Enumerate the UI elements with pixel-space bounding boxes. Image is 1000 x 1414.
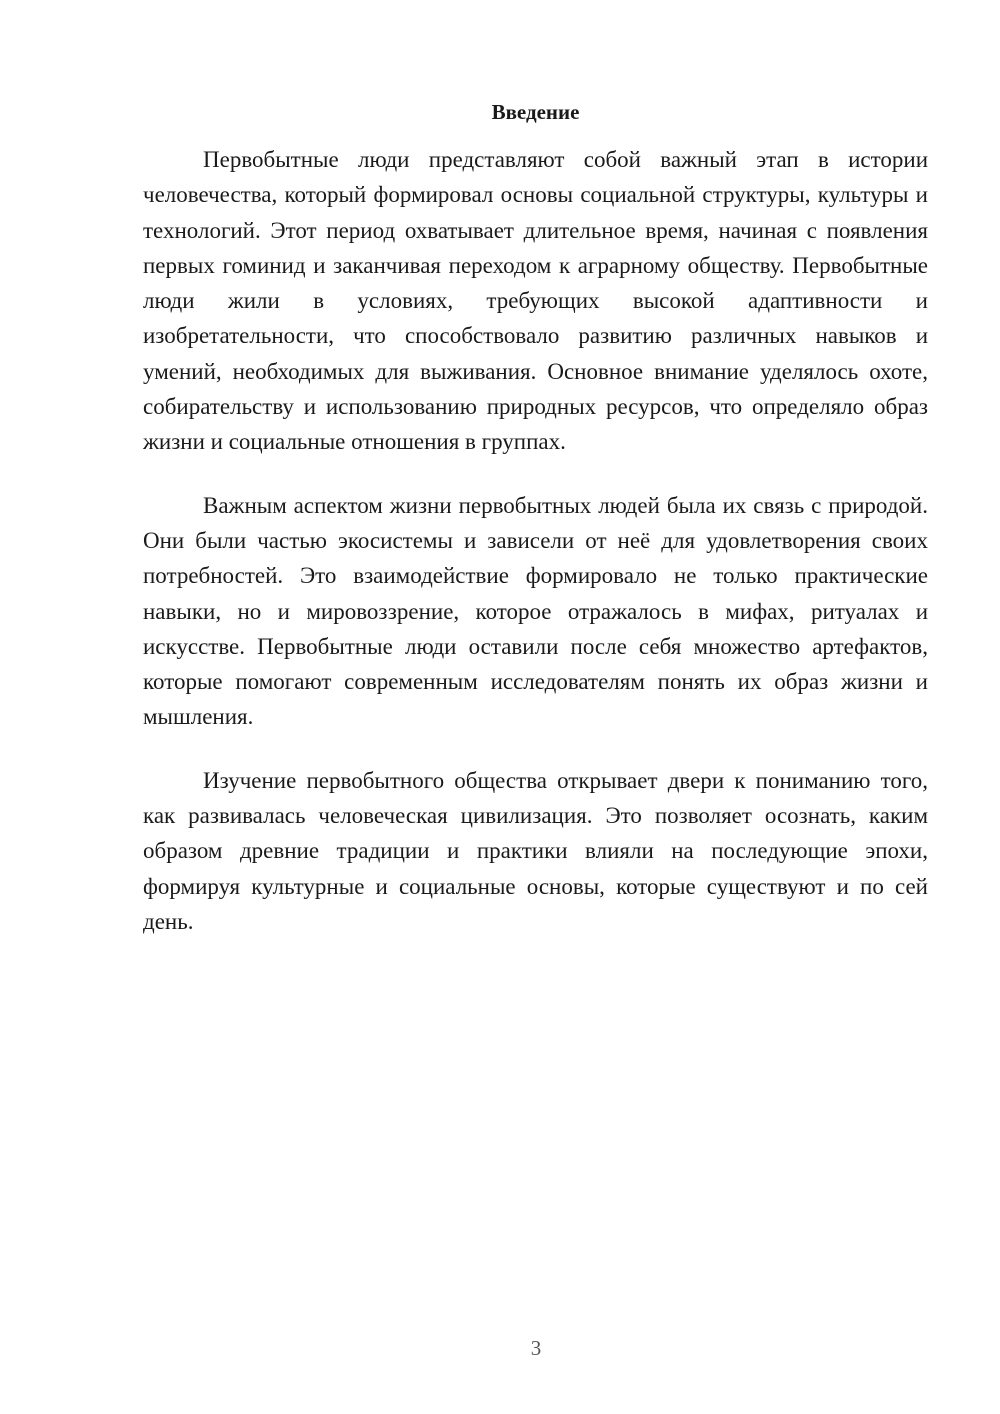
paragraph-2: Важным аспектом жизни первобытных людей была их связь с природой. Они были частью экосистемы и зависели от неё для удовлетворения своих потребностей. Это взаимодействие формировало не только практические навыки, но и мировоззрение, которое отражалось в мифах, ритуалах и искусстве. Первобытные люди оставили после себя множество артефактов, которые помогают современным исследователям понять их образ жизни и мышления. <box>143 492 928 730</box>
section-heading: Введение <box>491 100 580 124</box>
paragraph-1: Первобытные люди представляют собой важный этап в истории человечества, который формировал основы социальной структуры, культуры и технологий. Этот период охватывает длительное время, начиная с появления первых гоминид и заканчивая переходом к аграрному обществу. Первобытные люди жили в условиях, требующих высокой адаптивности и изобретательности, что способствовало развитию различных навыков и умений, необходимых для выживания. Основное внимание уделялось охоте, собирательству и использованию природных ресурсов, что определяло образ жизни и социальные отношения в группах. <box>143 147 928 455</box>
document-body <box>143 142 928 967</box>
paragraph-3: Изучение первобытного общества открывает двери к пониманию того, как развивалась человеческая цивилизация. Это позволяет осознать, каким образом древние традиции и практики влияли на последующие эпохи, формируя культурные и социальные основы, которые существуют и по сей день. <box>143 767 928 934</box>
page-number: 3 <box>530 1336 542 1360</box>
